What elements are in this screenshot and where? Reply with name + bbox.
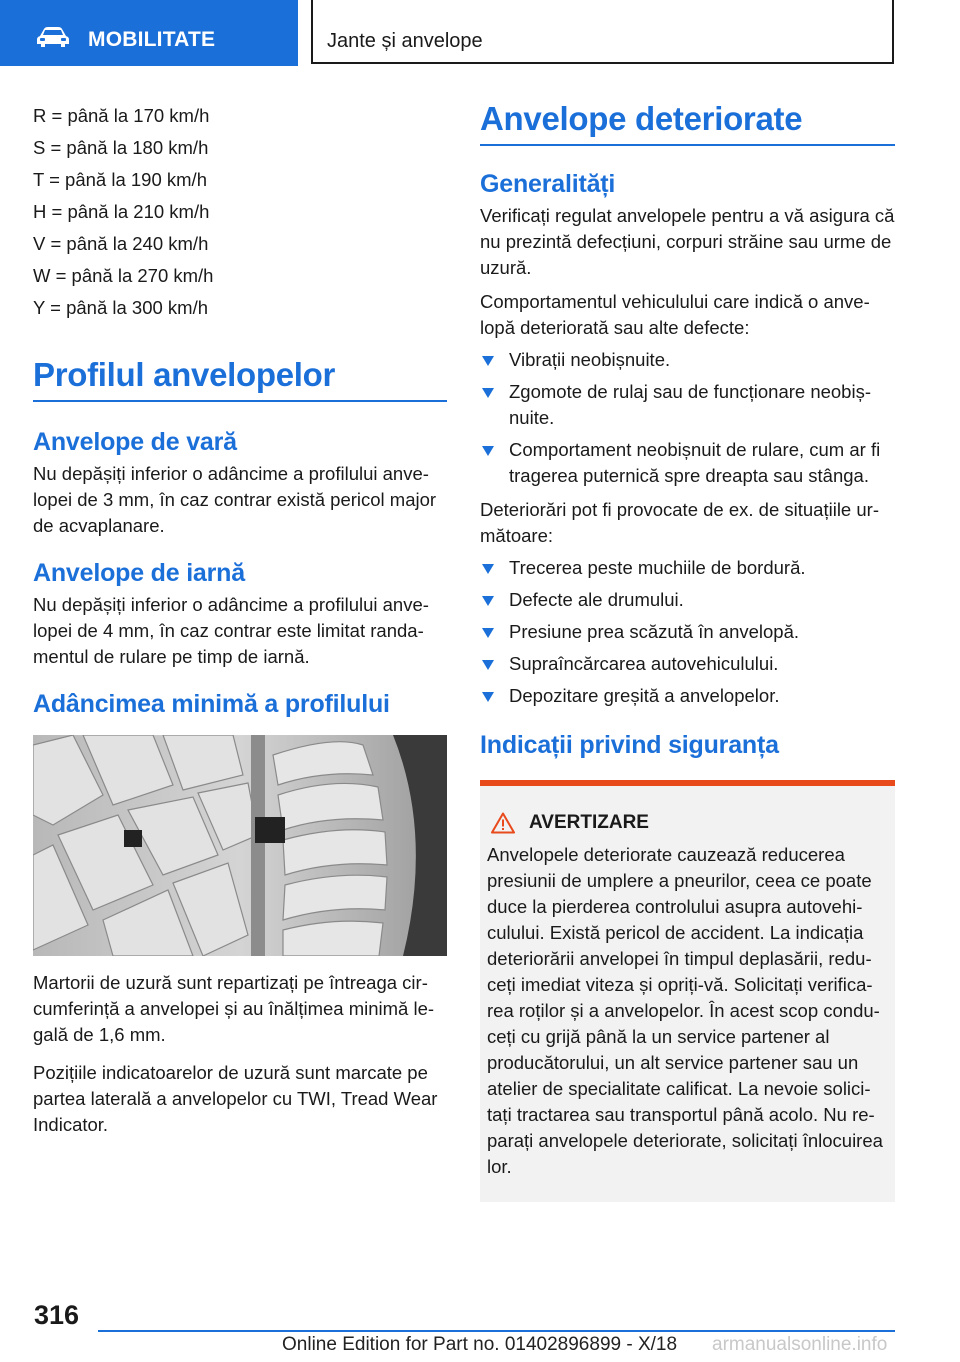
edition-text: Online Edition for Part no. 01402896899 - X/18	[282, 1334, 678, 1355]
bullet-triangle-icon	[482, 564, 494, 574]
causes-text: Deteriorări pot fi provocate de ex. de situațiile următoare:	[480, 499, 879, 546]
warning-header	[491, 812, 888, 834]
behaviour-text: Comportamentul vehiculului care indică o anvelopă deteriorată sau alte defecte:	[480, 291, 870, 338]
warning-triangle-icon	[491, 812, 515, 834]
bullet-triangle-icon	[482, 628, 494, 638]
chapter-title-box	[311, 0, 894, 64]
profile-heading: Profilul anvelopelor	[33, 356, 447, 402]
summer-tires-heading: Anvelope de vară	[33, 428, 237, 456]
watermark-site: armanualsonline.info	[712, 1334, 888, 1355]
min-depth-heading: Adâncimea minimă a profilului	[33, 690, 390, 718]
winter-tires-text: Nu depășiți inferior o adâncime a profilului anvelopei de 4 mm, în caz contrar este limitat randamentul de rulare pe timp de iarnă.	[33, 594, 429, 667]
chapter-title: Jante și anvelope	[327, 30, 483, 52]
bullet-triangle-icon	[482, 446, 494, 456]
speed-rating-item: V = până la 240 km/h	[33, 233, 209, 254]
warning-box	[480, 780, 895, 1202]
list-item: Zgomote de rulaj sau de funcționare neobișnuite.	[480, 379, 895, 431]
safety-heading: Indicații privind siguranța	[480, 731, 779, 759]
car-icon	[36, 26, 70, 48]
general-heading: Generalități	[480, 170, 616, 198]
speed-rating-item: Y = până la 300 km/h	[33, 297, 209, 318]
list-item: Supraîncărcarea autovehiculului.	[480, 651, 895, 677]
speed-rating-item: W = până la 270 km/h	[33, 265, 214, 286]
section-tab-label: MOBILITATE	[88, 28, 216, 51]
damaged-tires-heading: Anvelope deteriorate	[480, 100, 895, 146]
bullet-triangle-icon	[482, 596, 494, 606]
speed-rating-item: R = până la 170 km/h	[33, 105, 210, 126]
speed-rating-list	[33, 100, 447, 324]
speed-rating-item: T = până la 190 km/h	[33, 169, 207, 190]
speed-rating-item: S = până la 180 km/h	[33, 137, 209, 158]
right-column	[480, 100, 895, 1202]
left-column	[33, 100, 447, 1138]
section-tab[interactable]	[0, 0, 298, 66]
list-item: Presiune prea scăzută în anvelopă.	[480, 619, 895, 645]
twi-text: Pozițiile indicatoarelor de uzură sunt marcate pe partea laterală a anvelopelor cu TWI, Tread Wear Indicator.	[33, 1062, 438, 1135]
behaviour-list	[480, 347, 895, 489]
causes-list	[480, 555, 895, 709]
warning-text: Anvelopele deteriorate cauzează reducerea presiunii de umplere a pneurilor, ceea ce poate duce la pierderea controlului asupra autovehiculului. Există pericol de accident. La indicația deteriorării anvelopei în timpul deplasării, reduceți imediat viteza și opriți-vă. Solicitați verificarea roților și a anvelopelor. În acest scop conduceți cu grijă până la un service partener al producătorului, un alt service partener sau un atelier de specialitate calificat. La nevoie solicitați tractarea sau transportul până acolo. Nu reparați anvelopele deteriorate, solicitați înlocuirea lor.	[487, 844, 883, 1177]
list-item: Defecte ale drumului.	[480, 587, 895, 613]
bullet-triangle-icon	[482, 692, 494, 702]
tread-wear-indicator-image	[33, 735, 447, 956]
list-item: Trecerea peste muchiile de bordură.	[480, 555, 895, 581]
footer-divider	[98, 1330, 895, 1332]
bullet-triangle-icon	[482, 660, 494, 670]
general-text: Verificați regulat anvelopele pentru a vă asigura că nu prezintă defecțiuni, corpuri străine sau urme de uzură.	[480, 205, 895, 278]
speed-rating-item: H = până la 210 km/h	[33, 201, 210, 222]
list-item: Comportament neobișnuit de rulare, cum ar fi tragerea puternică spre dreapta sau stânga.	[480, 437, 895, 489]
list-item: Depozitare greșită a anvelopelor.	[480, 683, 895, 709]
bullet-triangle-icon	[482, 388, 494, 398]
page-number: 316	[34, 1300, 80, 1330]
list-item: Vibrații neobișnuite.	[480, 347, 895, 373]
bullet-triangle-icon	[482, 356, 494, 366]
tread-indicator-text: Martorii de uzură sunt repartizați pe întreaga circumferință a anvelopei și au înălțimea minimă legală de 1,6 mm.	[33, 972, 435, 1045]
summer-tires-text: Nu depășiți inferior o adâncime a profilului anvelopei de 3 mm, în caz contrar există pericol major de acvaplanare.	[33, 463, 437, 536]
winter-tires-heading: Anvelope de iarnă	[33, 559, 245, 587]
warning-label: AVERTIZARE	[529, 812, 649, 833]
